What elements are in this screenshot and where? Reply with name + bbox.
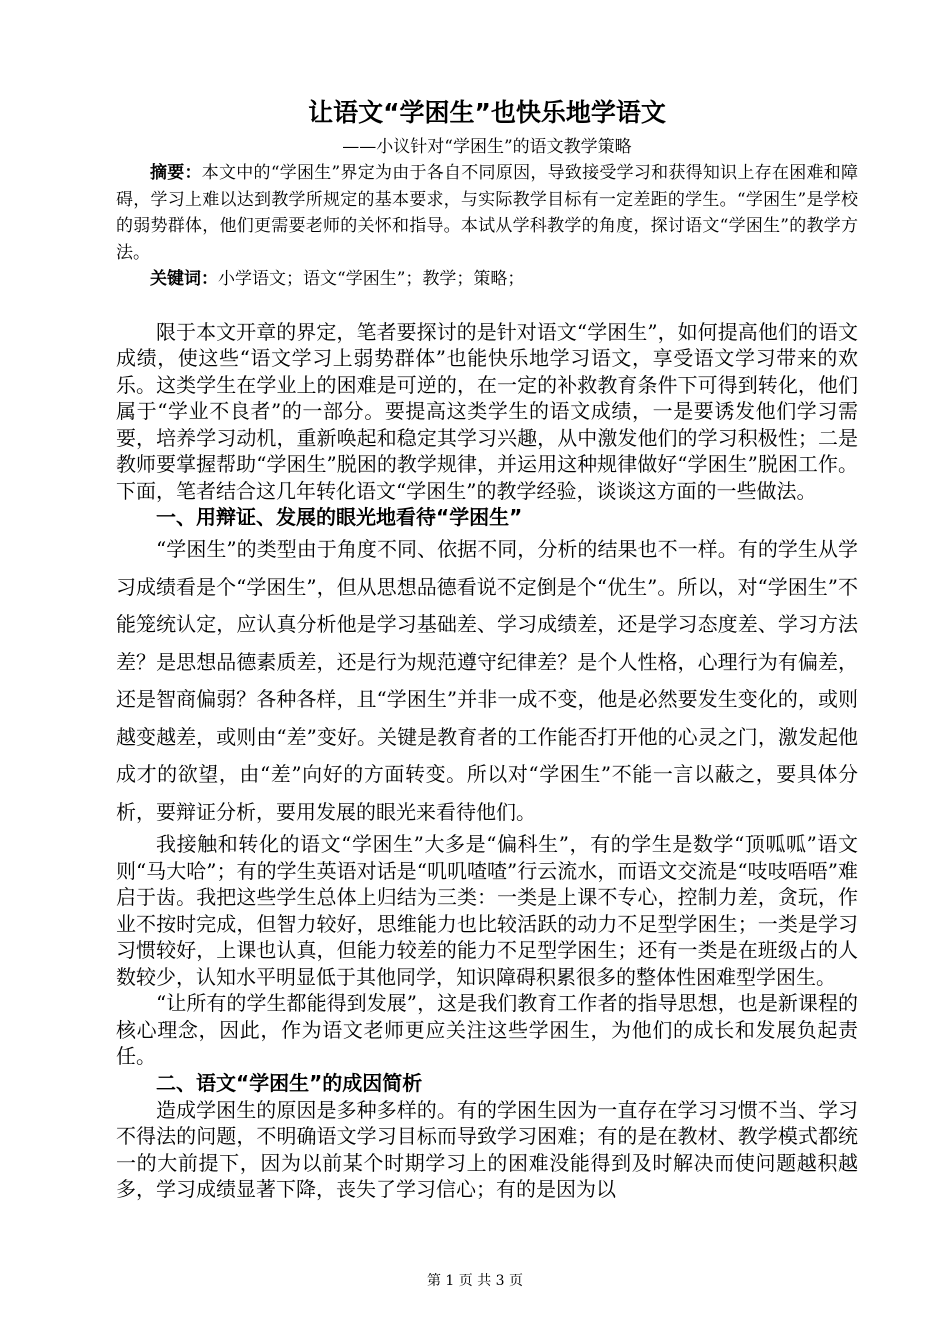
- abstract: [116, 160, 858, 266]
- keywords-text: 小学语文；语文“学困生”；教学；策略；: [218, 269, 525, 289]
- document-subtitle: ——小议针对“学困生”的语文教学策略: [342, 137, 632, 157]
- abstract-label: 摘要：: [150, 163, 202, 183]
- keywords: [116, 266, 858, 293]
- blank-line: [116, 293, 858, 319]
- section-1-paragraph-3: “让所有的学生都能得到发展”，这是我们教育工作者的指导思想，也是新课程的核心理念，因此，作为语文老师更应关注这些学困生，为他们的成长和发展负起责任。: [116, 991, 858, 1068]
- intro-paragraph: 限于本文开章的界定，笔者要探讨的是针对语文“学困生”，如何提高他们的语文成绩，使这些“语文学习上弱势群体”也能快乐地学习语文，享受语文学习带来的欢乐。这类学生在学业上的困难是可逆的，在一定的补救教育条件下可得到转化，他们属于“学业不良者”的一部分。要提高这类学生的语文成绩，一是要诱发他们学习需要，培养学习动机，重新唤起和稳定其学习兴趣，从中激发他们的学习积极性；二是教师要掌握帮助“学困生”脱困的教学规律，并运用这种规律做好“学困生”脱困工作。下面，笔者结合这几年转化语文“学困生”的教学经验，谈谈这方面的一些做法。: [116, 319, 858, 503]
- keywords-label: 关键词：: [150, 269, 218, 289]
- section-1-paragraph-2: 我接触和转化的语文“学困生”大多是“偏科生”，有的学生是数学“顶呱呱”语文则“马大哈”；有的学生英语对话是“叽叽喳喳”行云流水，而语文交流是“吱吱唔唔”难启于齿。我把这些学生总体上归结为三类：一类是上课不专心，控制力差，贪玩，作业不按时完成，但智力较好，思维能力也比较活跃的动力不足型学困生；一类是学习习惯较好，上课也认真，但能力较差的能力不足型学困生；还有一类是在班级占的人数较少，认知水平明显低于其他同学，知识障碍积累很多的整体性困难型学困生。: [116, 832, 858, 989]
- section-heading-1: 一、用辩证、发展的眼光地看待“学困生”: [156, 505, 523, 529]
- section-2-paragraph-1: 造成学困生的原因是多种多样的。有的学困生因为一直存在学习习惯不当、学习不得法的问题，不明确语文学习目标而导致学习困难；有的是在教材、教学模式都统一的大前提下，因为以前某个时期学习上的困难没能得到及时解决而使问题越积越多，学习成绩显著下降，丧失了学习信心；有的是因为以: [116, 1097, 858, 1201]
- abstract-text: 本文中的“学困生”界定为由于各自不同原因，导致接受学习和获得知识上存在困难和障碍，学习上难以达到教学所规定的基本要求，与实际教学目标有一定差距的学生。“学困生”是学校的弱势群体，他们更需要老师的关怀和指导。本试从学科教学的角度，探讨语文“学困生”的教学方法。: [116, 163, 858, 263]
- document-title: 让语文“学困生”也快乐地学语文: [308, 98, 666, 127]
- section-1-paragraph-1: “学困生”的类型由于角度不同、依据不同，分析的结果也不一样。有的学生从学习成绩看是个“学困生”，但从思想品德看说不定倒是个“优生”。所以，对“学困生”不能笼统认定，应认真分析他是学习基础差、学习成绩差，还是学习态度差、学习方法差？是思想品德素质差，还是行为规范遵守纪律差？是个人性格，心理行为有偏差，还是智商偏弱？各种各样，且“学困生”并非一成不变，他是必然要发生变化的，或则越变越差，或则由“差”变好。关键是教育者的工作能否打开他的心灵之门，激发起他成才的欲望，由“差”向好的方面转变。所以对“学困生”不能一言以蔽之，要具体分析，要辩证分析，要用发展的眼光来看待他们。: [116, 537, 858, 824]
- section-heading-2: 二、语文“学困生”的成因简析: [156, 1070, 423, 1095]
- page-footer: 第 1 页 共 3 页: [426, 1273, 524, 1289]
